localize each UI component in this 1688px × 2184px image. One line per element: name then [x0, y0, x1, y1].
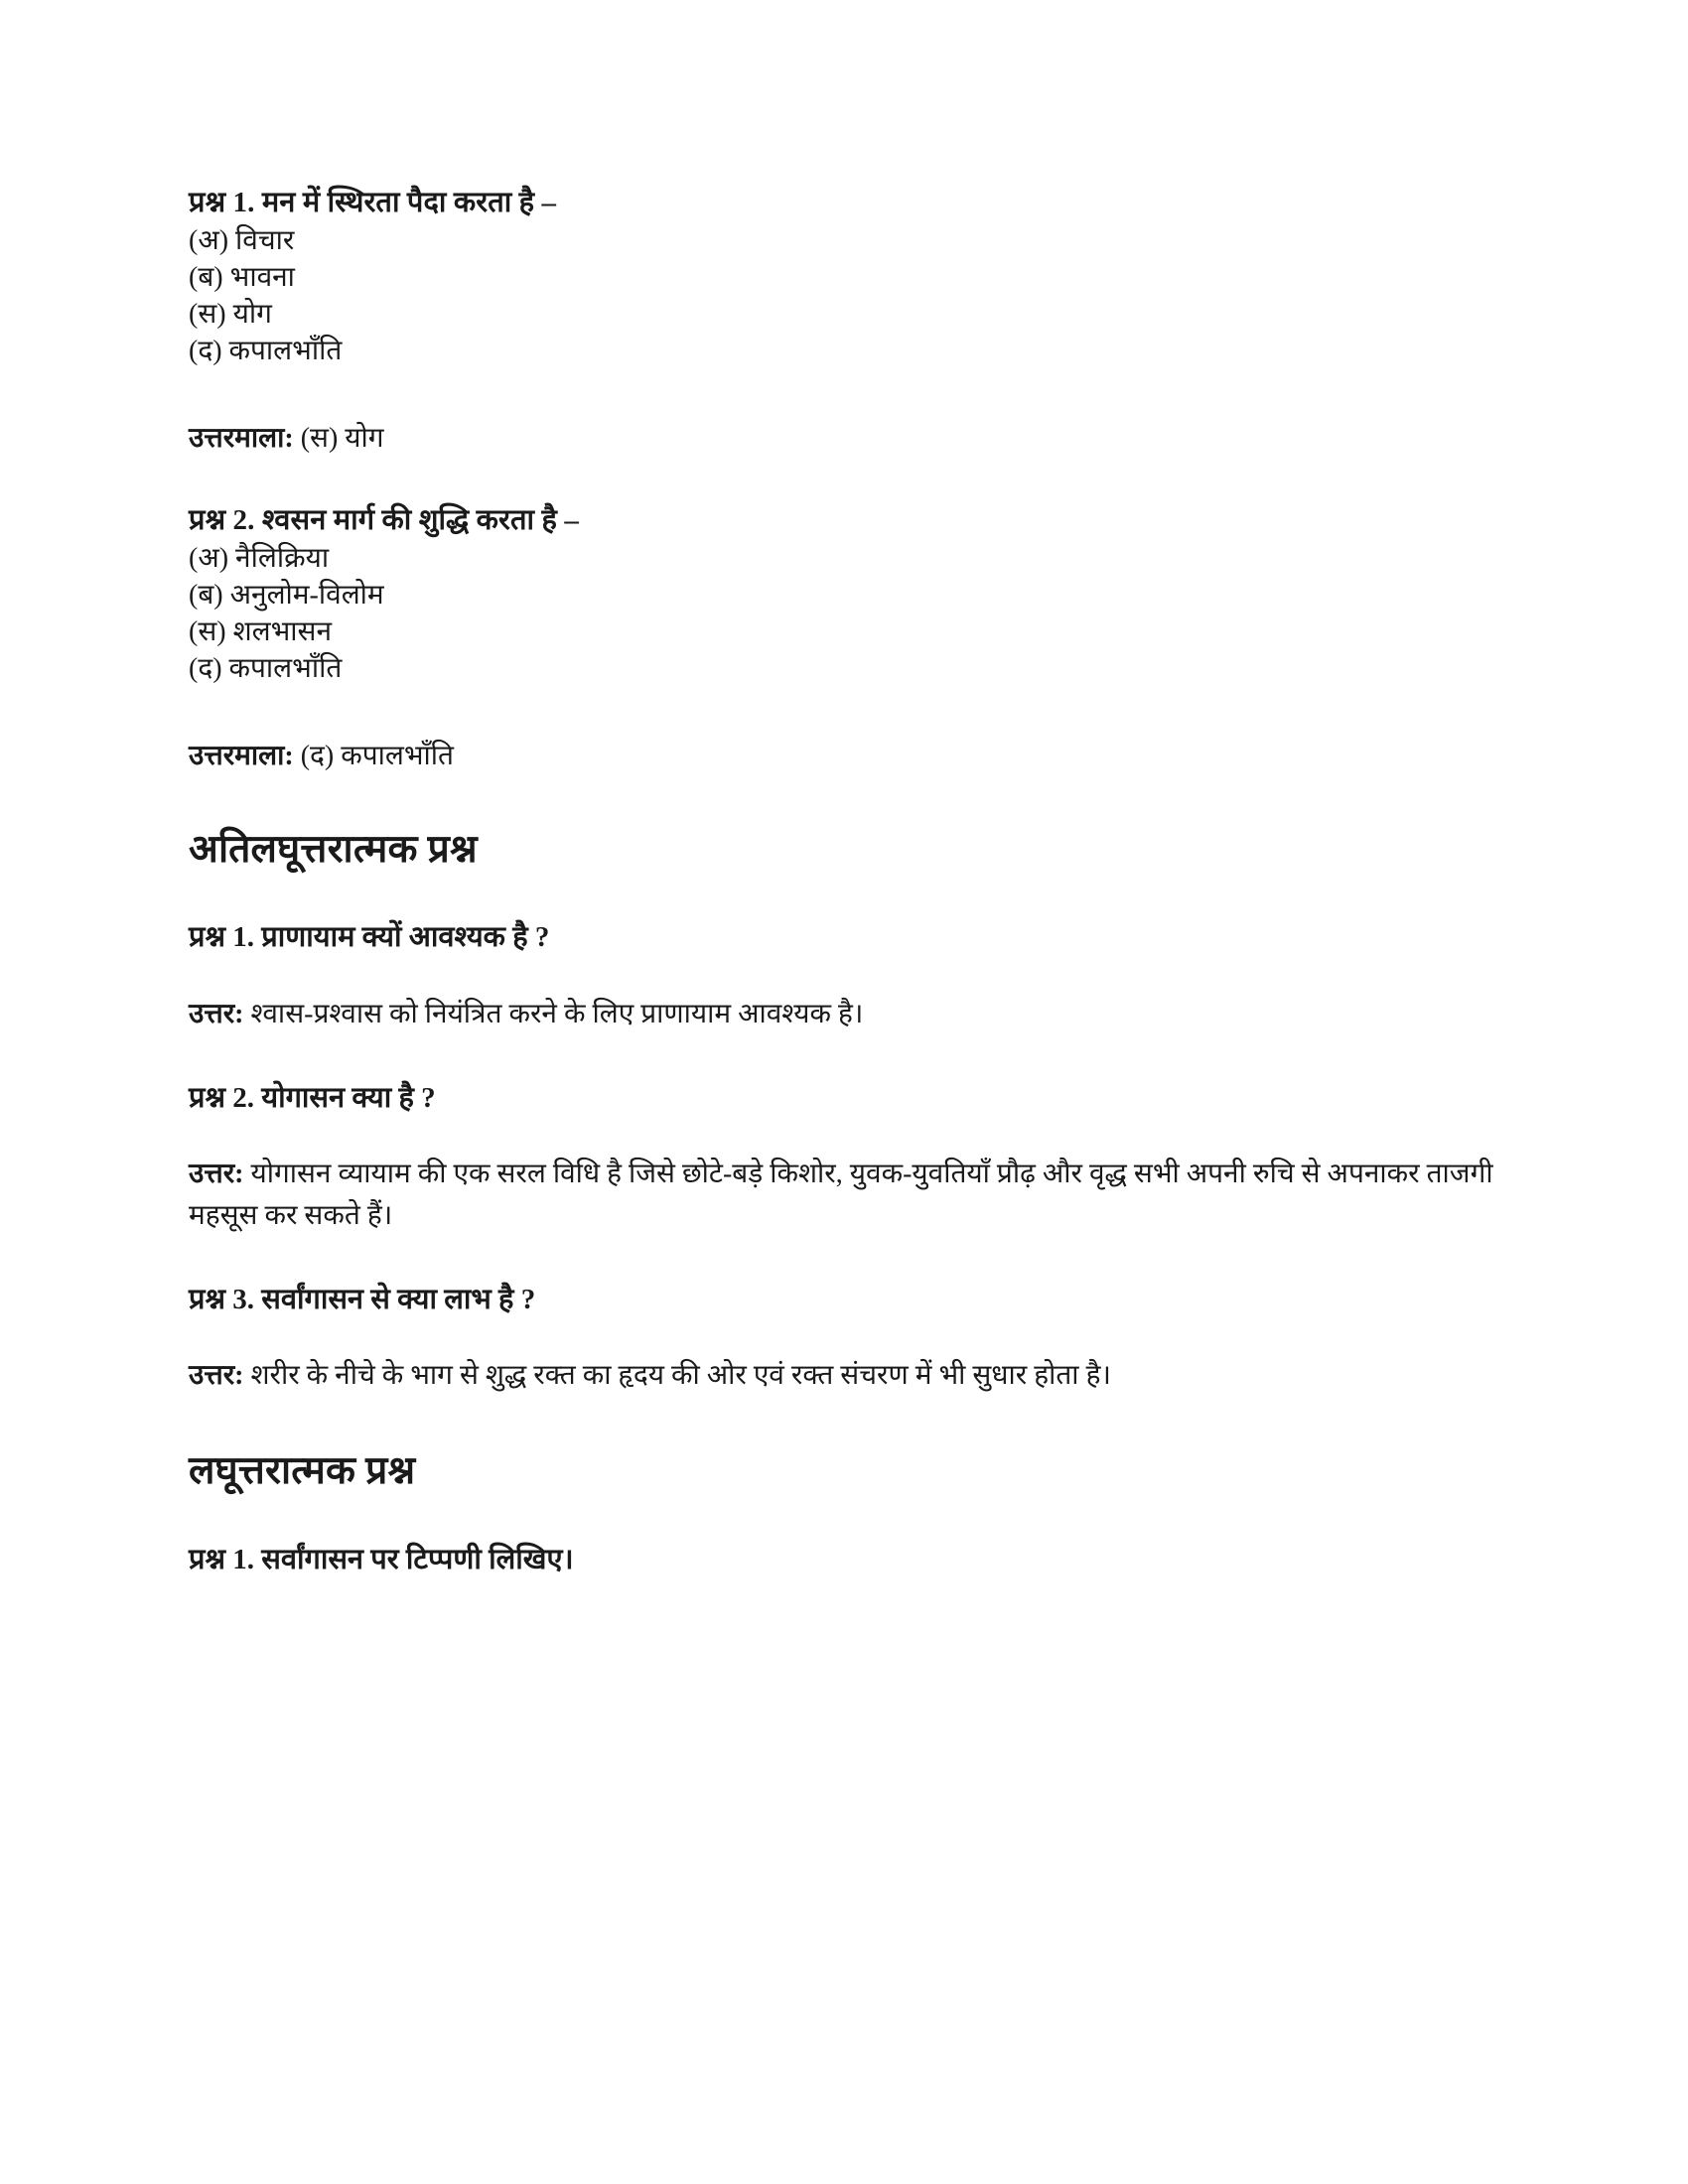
qa-answer-label: उत्तर:	[189, 1158, 244, 1189]
mcq-question: प्रश्न 2. श्वसन मार्ग की शुद्धि करता है –	[189, 503, 579, 536]
mcq-answer-value: (स) योग	[300, 423, 384, 455]
mcq-option: (अ) नैलिक्रिया	[189, 543, 330, 575]
mcq-answer-value: (द) कपालभाँति	[300, 740, 455, 771]
mcq-item	[189, 501, 1509, 688]
qa-item	[189, 1079, 1509, 1237]
qa-answer-label: उत्तर:	[189, 1359, 244, 1391]
spacer	[189, 1035, 1509, 1079]
qa-answer	[189, 1355, 1504, 1397]
section-heading-short: लघूत्तरात्मक प्रश्न	[189, 1448, 416, 1492]
mcq-answer-label: उत्तरमाला:	[189, 740, 294, 771]
spacer	[189, 384, 1509, 420]
spacer	[189, 875, 1509, 918]
mcq-option: (अ) विचार	[189, 225, 295, 257]
qa-answer-value: शरीर के नीचे के भाग से शुद्ध रक्त का हृदय की ओर एवं रक्त संचरण में भी सुधार होता है।	[250, 1359, 1112, 1391]
document-content	[189, 184, 1509, 1579]
spacer	[189, 1319, 1509, 1355]
qa-question: प्रश्न 1. सर्वांगासन पर टिप्पणी लिखिए।	[189, 1543, 574, 1575]
spacer	[189, 458, 1509, 501]
qa-answer-value: श्वास-प्रश्वास को नियंत्रित करने के लिए प्राणायाम आवश्यक है।	[250, 998, 864, 1029]
mcq-answer	[189, 738, 1509, 775]
qa-question: प्रश्न 1. प्राणायाम क्यों आवश्यक है ?	[189, 921, 550, 954]
spacer	[189, 1118, 1509, 1154]
qa-item	[189, 1541, 1509, 1579]
mcq-item	[189, 184, 1509, 370]
mcq-option: (ब) भावना	[189, 262, 295, 294]
mcq-answer-label: उत्तरमाला:	[189, 423, 294, 455]
mcq-question: प्रश्न 1. मन में स्थिरता पैदा करता है –	[189, 187, 557, 218]
mcq-option: (स) शलभासन	[189, 616, 333, 648]
mcq-answer	[189, 420, 1509, 458]
spacer	[189, 775, 1509, 825]
mcq-option: (स) योग	[189, 299, 272, 331]
qa-item	[189, 1281, 1509, 1397]
spacer	[189, 1497, 1509, 1541]
qa-answer	[189, 1154, 1504, 1237]
spacer	[189, 702, 1509, 738]
qa-answer-value: योगासन व्यायाम की एक सरल विधि है जिसे छोटे-बड़े किशोर, युवक-युवतियाँ प्रौढ़ और वृद्ध सभी अपनी रुचि से अपनाकर ताजगी महसूस कर सकते हैं।	[189, 1158, 1493, 1231]
mcq-option: (द) कपालभाँति	[189, 653, 343, 684]
spacer	[189, 1397, 1509, 1446]
mcq-option: (ब) अनुलोम-विलोम	[189, 580, 384, 612]
spacer	[189, 1237, 1509, 1281]
spacer	[189, 958, 1509, 994]
qa-answer	[189, 994, 1504, 1035]
qa-answer-label: उत्तर:	[189, 998, 244, 1029]
qa-question: प्रश्न 2. योगासन क्या है ?	[189, 1081, 436, 1114]
qa-question: प्रश्न 3. सर्वांगासन से क्या लाभ है ?	[189, 1283, 536, 1315]
mcq-option: (द) कपालभाँति	[189, 336, 343, 367]
qa-item	[189, 918, 1509, 1034]
section-heading-very-short: अतिलघूत्तरात्मक प्रश्न	[189, 827, 478, 871]
